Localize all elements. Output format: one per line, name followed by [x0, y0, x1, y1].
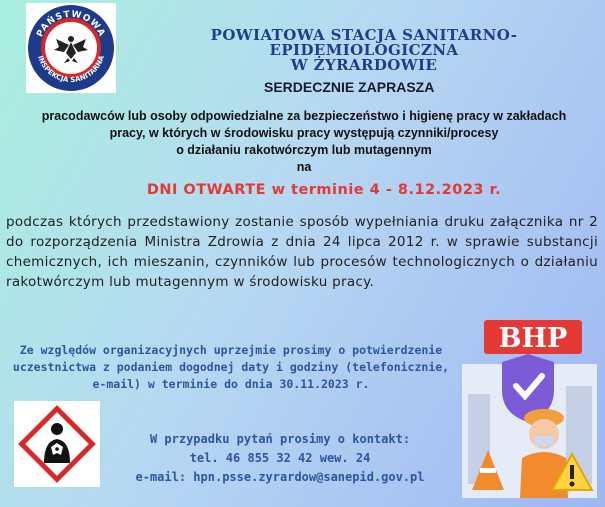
title-line-1: POWIATOWA STACJA SANITARNO-EPIDEMIOLOGICZNA: [210, 26, 518, 59]
intro-line-1: pracodawców lub osoby odpowiedzialne za bezpieczeństwo i higienę pracy w zakładach: [41, 109, 567, 123]
intro-line-4: na: [296, 160, 312, 174]
health-hazard-icon: [14, 401, 100, 487]
contact-email: e-mail: hpn.psse.zyrardow@sanepid.gov.pl: [135, 470, 425, 484]
contact-line-1: W przypadku pytań prosimy o kontakt:: [149, 432, 411, 446]
intro-text: [14, 108, 594, 176]
logo-bottom-text: INSPEKCJA SANITARNA: [36, 54, 106, 85]
bhp-illustration: [462, 318, 597, 498]
confirm-line-2: uczestnictwa z podaniem dogodnej daty i godziny (telefonicznie,: [12, 360, 450, 374]
contact-phone: tel. 46 855 32 42 wew. 24: [189, 451, 371, 465]
confirmation-note: [8, 342, 454, 393]
confirm-line-3: e-mail) w terminie do dnia 30.11.2023 r.: [92, 377, 370, 391]
psse-logo: [26, 3, 116, 93]
page-title: [134, 28, 594, 73]
contact-info: [120, 430, 440, 487]
intro-line-3: o działaniu rakotwórczym lub mutagennym: [176, 143, 432, 157]
title-line-2: W ŻYRARDOWIE: [290, 56, 438, 74]
body-paragraph: podczas których przedstawiony zostanie sposób wypełniania druku załącznika nr 2 do rozporządzenia Ministra Zdrowia z dnia 24 lipca 2012 r. w sprawie substancji chemicznych, ich mieszanin, czynników lub procesów technologicznych o działaniu rakotwórczym lub mutagennym w środowisku pracy.: [6, 214, 598, 290]
confirm-line-1: Ze względów organizacyjnych uprzejmie prosimy o potwierdzenie: [19, 343, 443, 357]
event-date: DNI OTWARTE w terminie 4 - 8.12.2023 r.: [146, 182, 502, 198]
bhp-label: BHP: [498, 323, 568, 354]
intro-line-2: pracy, w których w środowisku pracy występują czynniki/procesy: [109, 126, 499, 140]
logo-top-text: PAŃSTWOWA: [35, 9, 107, 39]
invite-heading: SERDECZNIE ZAPRASZA: [264, 79, 435, 95]
